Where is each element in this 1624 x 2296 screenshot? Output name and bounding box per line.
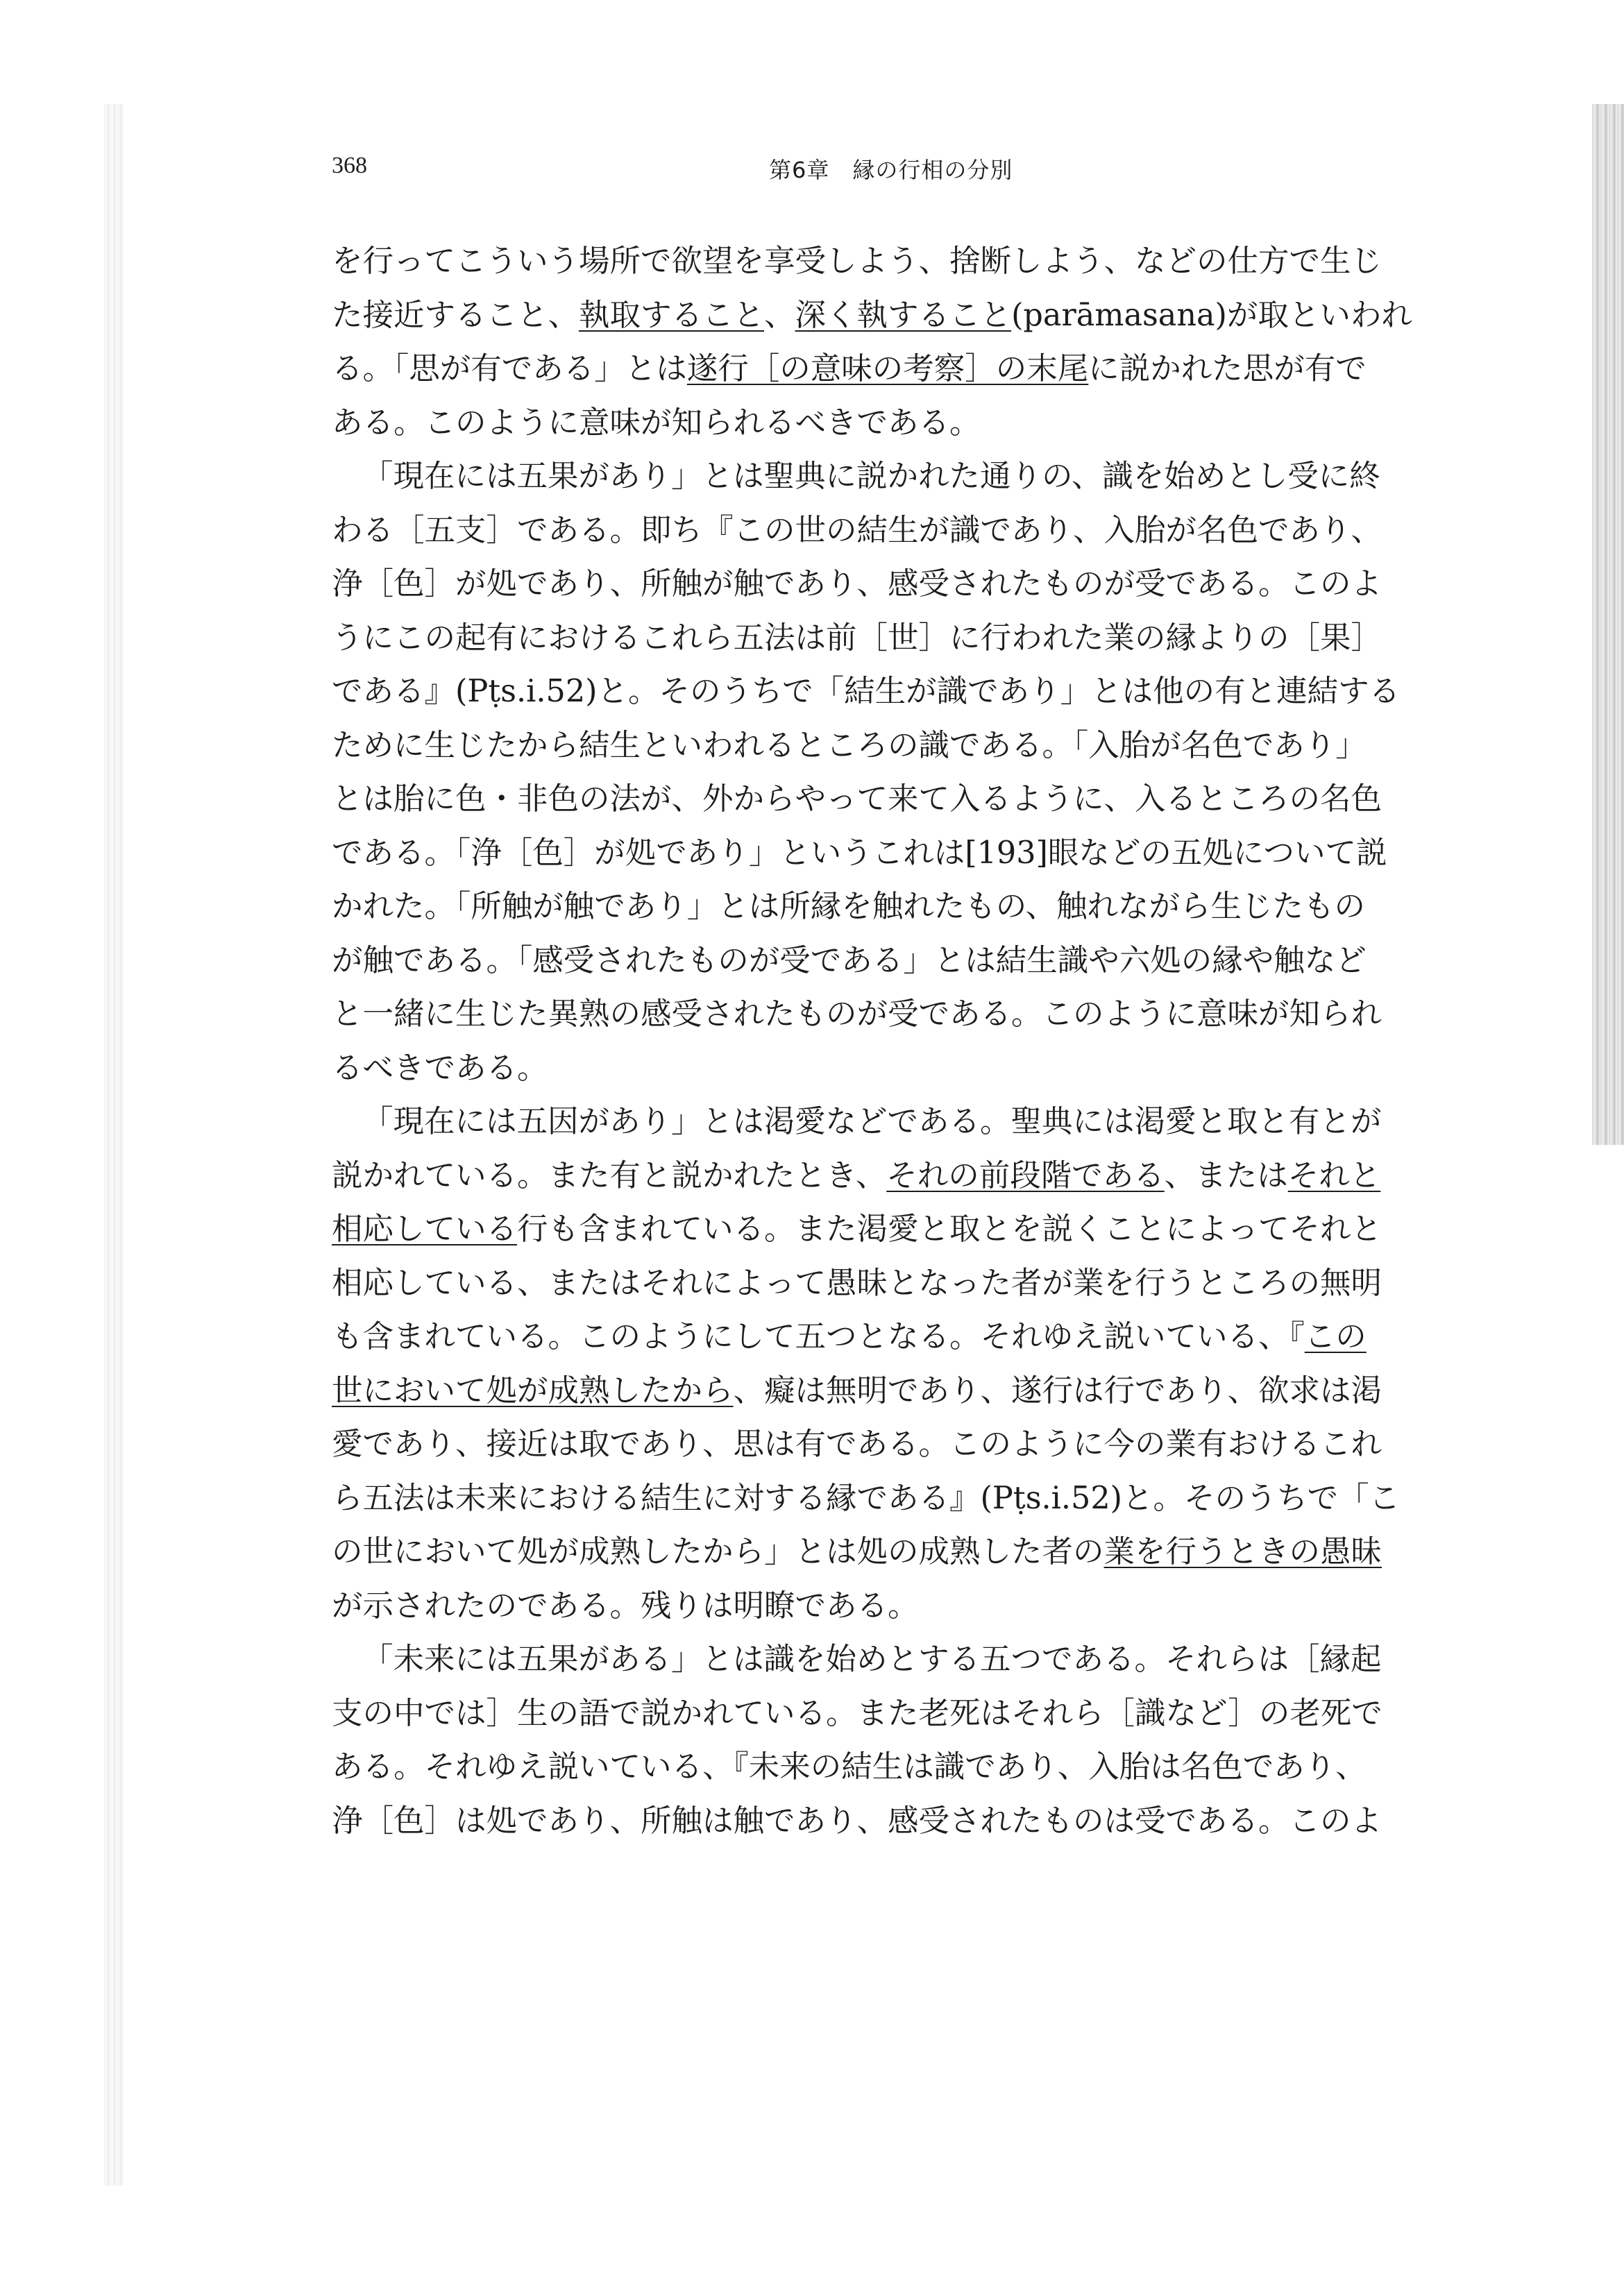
text-segment: 説かれている。また有と説かれたとき、: [332, 1157, 887, 1193]
page-number: 368: [332, 153, 367, 178]
text-line: [332, 450, 1525, 504]
text-line: [332, 1041, 1525, 1096]
text-line: [332, 1525, 1525, 1579]
body-text: [332, 235, 1525, 1848]
underlined-phrase: 世において処が成熟したから: [332, 1372, 734, 1409]
text-segment: 、: [764, 297, 795, 333]
page-header: [332, 153, 1520, 194]
underlined-phrase: 遂行［の意味の考察］の末尾: [686, 351, 1089, 386]
text-segment: である』(Pṭs.i.52)と。そのうちで「結生が識であり」とは他の有と連結する: [332, 674, 1401, 709]
text-line: [332, 880, 1525, 934]
text-line: [332, 719, 1525, 773]
text-line: [332, 396, 1525, 450]
underlined-phrase: それと: [1287, 1157, 1381, 1193]
text-line: [332, 1257, 1525, 1311]
text-segment: 、癡は無明であり、遂行は行であり、欲求は渇: [733, 1372, 1382, 1409]
text-segment: ために生じたから結生といわれるところの識である。「入胎が名色であり」: [332, 727, 1367, 763]
text-line: [332, 987, 1525, 1041]
text-line: [332, 665, 1525, 719]
text-segment: 「現在には五果があり」とは聖典に説かれた通りの、識を始めとし受に終: [362, 459, 1380, 494]
text-segment: である。「浄［色］が処であり」というこれは[193]眼などの五処について説: [332, 835, 1387, 871]
text-segment: ら五法は未来における結生に対する縁である』(Pṭs.i.52)と。そのうちで「こ: [332, 1480, 1401, 1516]
text-line: [332, 1418, 1525, 1472]
text-line: [332, 1364, 1525, 1418]
scan-gutter-left: [104, 104, 124, 2186]
text-segment: た接近すること、: [332, 297, 580, 333]
text-line: [332, 1687, 1525, 1741]
text-segment: ある。それゆえ説いている、『未来の結生は識であり、入胎は名色であり、: [332, 1749, 1367, 1785]
text-segment: る。「思が有である」とは: [332, 351, 687, 386]
text-segment: が示されたのである。残りは明瞭である。: [332, 1588, 919, 1624]
text-line: [332, 1633, 1525, 1687]
text-segment: 「現在には五因があり」とは渇愛などである。聖典には渇愛と取と有とが: [362, 1104, 1382, 1139]
text-segment: 浄［色］が処であり、所触が触であり、感受されたものが受である。このよ: [332, 566, 1382, 602]
text-segment: も含まれている。このようにして五つとなる。それゆえ説いている、『: [332, 1319, 1305, 1354]
text-line: [332, 289, 1525, 343]
text-line: [332, 1740, 1525, 1794]
text-segment: 「未来には五果がある」とは識を始めとする五つである。それらは［縁起: [362, 1642, 1382, 1677]
text-line: [332, 1095, 1525, 1149]
text-segment: とは胎に色・非色の法が、外からやって来て入るように、入るところの名色: [332, 781, 1382, 817]
text-line: [332, 1149, 1525, 1203]
text-segment: かれた。「所触が触であり」とは所縁を触れたもの、触れながら生じたもの: [332, 889, 1365, 924]
text-segment: を行ってこういう場所で欲望を享受しよう、捨断しよう、などの仕方で生じ: [332, 244, 1382, 279]
text-line: [332, 557, 1525, 611]
underlined-phrase: それの前段階である: [886, 1157, 1165, 1193]
text-segment: るべきである。: [332, 1050, 548, 1086]
text-line: [332, 504, 1525, 558]
underlined-phrase: 相応している: [332, 1211, 518, 1247]
text-segment: 相応している、またはそれによって愚昧となった者が業を行うところの無明: [332, 1265, 1382, 1301]
text-line: [332, 235, 1525, 289]
text-segment: 行も含まれている。また渇愛と取とを説くことによってそれと: [517, 1211, 1382, 1247]
text-segment: うにこの起有におけるこれら五法は前［世］に行われた業の縁よりの［果］: [332, 620, 1382, 656]
text-segment: 愛であり、接近は取であり、思は有である。このように今の業有おけるこれ: [332, 1427, 1382, 1462]
text-line: [332, 826, 1525, 881]
text-line: [332, 611, 1525, 665]
text-line: [332, 1310, 1525, 1364]
text-line: [332, 1794, 1525, 1848]
text-segment: ある。このように意味が知られるべきである。: [332, 405, 981, 441]
text-segment: と一緒に生じた異熟の感受されたものが受である。このように意味が知られ: [332, 996, 1382, 1032]
underlined-phrase: 執取すること: [579, 297, 765, 333]
text-segment: の世において処が成熟したから」とは処の成熟した者の: [332, 1534, 1104, 1570]
text-line: [332, 1579, 1525, 1633]
text-segment: (parāmasana)が取といわれ: [1011, 297, 1412, 333]
text-segment: 支の中では］生の語で説かれている。また老死はそれら［識など］の老死で: [332, 1695, 1382, 1731]
text-line: [332, 1202, 1525, 1257]
scan-gutter-right: [1592, 104, 1624, 1145]
text-line: [332, 772, 1525, 826]
underlined-phrase: この: [1304, 1319, 1367, 1354]
underlined-phrase: 業を行うときの愚昧: [1103, 1534, 1382, 1570]
text-line: [332, 934, 1525, 988]
text-segment: が触である。「感受されたものが受である」とは結生識や六処の縁や触など: [332, 942, 1367, 978]
text-segment: 、または: [1164, 1157, 1288, 1193]
running-head: 第6章 縁の行相の分別: [769, 157, 1013, 183]
text-segment: に説かれた思が有で: [1088, 351, 1367, 386]
text-line: [332, 1472, 1525, 1526]
underlined-phrase: 深く執すること: [795, 297, 1012, 333]
text-segment: 浄［色］は処であり、所触は触であり、感受されたものは受である。このよ: [332, 1803, 1382, 1839]
text-segment: わる［五支］である。即ち『この世の結生が識であり、入胎が名色であり、: [332, 512, 1382, 548]
text-line: [332, 342, 1525, 396]
